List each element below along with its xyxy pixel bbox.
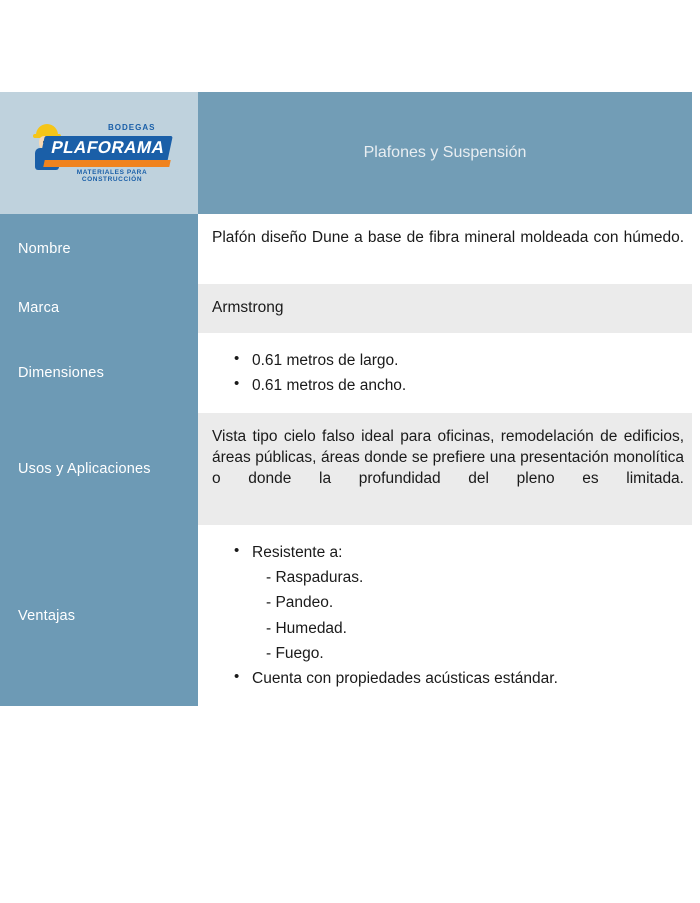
list-item: • Cuenta con propiedades acústicas estándar. (238, 667, 684, 690)
logo-brand-text: PLAFORAMA (49, 138, 167, 157)
row-value-dimensiones (198, 333, 692, 414)
logo-tagline: MATERIALES PARA CONSTRUCCIÓN (76, 169, 148, 183)
table-row (0, 525, 692, 707)
row-value-ventajas (198, 525, 692, 707)
logo-accent-band (43, 160, 170, 167)
row-label-usos: Usos y Aplicaciones (0, 413, 198, 525)
ventajas-list (212, 541, 684, 691)
row-value-marca (198, 284, 692, 333)
list-item: - Pandeo. (266, 594, 334, 612)
list-item: • 0.61 metros de ancho. (238, 374, 684, 397)
table-header-row (0, 92, 692, 214)
sheet-title: Plafones y Suspensión (198, 92, 692, 214)
list-item: - Raspaduras. (266, 569, 364, 587)
spec-table (0, 92, 692, 706)
table-row (0, 333, 692, 414)
list-item: • Resistente a: (238, 541, 684, 564)
row-label-nombre: Nombre (0, 214, 198, 284)
logo-cell (0, 92, 198, 214)
list-item: • 0.61 metros de largo. (238, 349, 684, 372)
plaforama-logo (24, 120, 174, 186)
usos-text: Vista tipo cielo falso ideal para oficinas, remodelación de edificios, áreas públicas, áreas donde se prefiere una presentación monolítica o donde la profundidad del pleno es limitada. (212, 428, 684, 488)
table-row (0, 413, 692, 525)
list-item: - Fuego. (266, 644, 324, 662)
row-label-ventajas: Ventajas (0, 525, 198, 707)
product-spec-sheet (0, 92, 700, 706)
logo-top-tag: BODEGAS (108, 123, 156, 132)
marca-text: Armstrong (212, 298, 284, 316)
row-label-dimensiones: Dimensiones (0, 333, 198, 414)
table-row (0, 214, 692, 284)
dimensiones-list (212, 349, 684, 398)
nombre-text: Plafón diseño Dune a base de fibra mineral moldeada con húmedo. (212, 229, 684, 246)
list-item: - Humedad. (266, 619, 347, 637)
table-row (0, 284, 692, 333)
row-value-usos (198, 413, 692, 525)
row-value-nombre (198, 214, 692, 284)
row-label-marca: Marca (0, 284, 198, 333)
